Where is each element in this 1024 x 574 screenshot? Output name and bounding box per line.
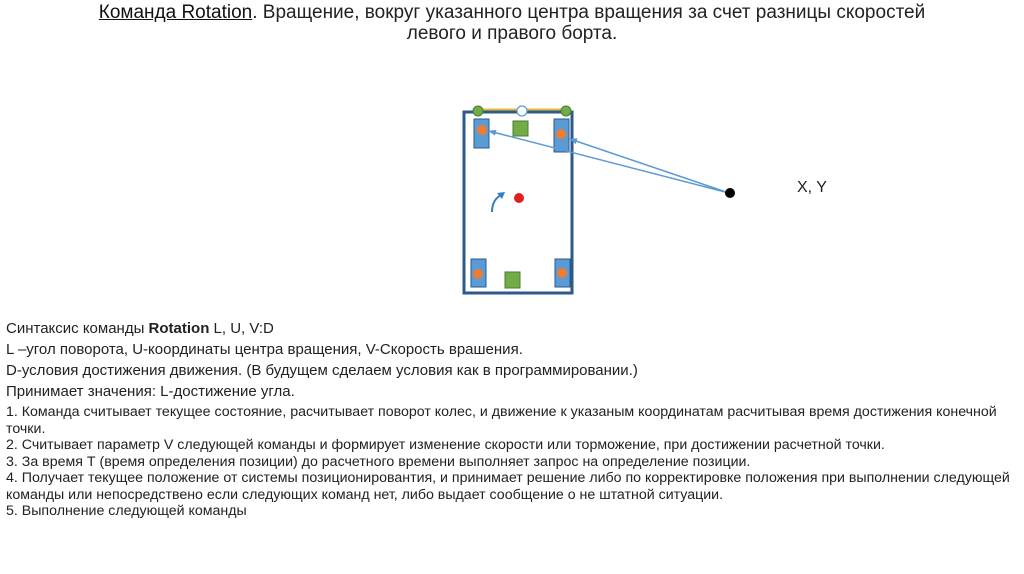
rear-sensor: [505, 272, 520, 288]
step-item: 1. Команда считывает текущее состояние, расчитывает поворот колес, и движение к указаным координатам расчитывая время достижения конечной точки.: [6, 404, 997, 437]
syntax-line-4: Принимает значения: L-достижение угла.: [6, 383, 295, 400]
syntax-params: L, U, V:D: [209, 320, 274, 337]
syntax-prefix: Синтаксис команды: [6, 320, 149, 337]
step-item: 4. Получает текущее положение от системы позиционировантия, и принимает решение либо по корректировке положения при выполнении следующей команды или непосредствено если следующих команд нет, либо выдает сообщение о не штатной ситуации.: [6, 470, 1010, 503]
title-line2: левого и правого борта.: [406, 23, 618, 44]
front-sensor: [513, 121, 528, 136]
left-joint: [473, 106, 483, 116]
syntax-line-2: L –угол поворота, U-координаты центра вращения, V-Скорость врашения.: [6, 341, 523, 358]
pointer-line-left: [489, 131, 729, 193]
syntax-line-3: D-условия достижения движения. (В будущем сделаем условия как в программировании.): [6, 362, 638, 379]
title-description: . Вращение, вокруг указанного центра вращения за счет разницы скоростей: [252, 2, 926, 23]
front-left-hub: [477, 125, 487, 135]
rear-right-hub: [557, 268, 567, 278]
step-item: 2. Считывает параметр V следующей команды и формирует изменение скорости или торможение, при достижении расчетной точки.: [6, 437, 885, 453]
target-label: X, Y: [797, 179, 827, 196]
center-joint: [517, 106, 527, 116]
step-item: 3. За время Т (время определения позиции) до расчетного времени выполняет запрос на определение позиции.: [6, 453, 751, 470]
right-joint: [561, 106, 571, 116]
pointer-line-right: [570, 139, 729, 193]
rear-left-hub: [473, 269, 483, 279]
rotation-center: [514, 193, 524, 203]
target-point: [725, 188, 735, 198]
syntax-block: [6, 318, 1016, 402]
steps-list: [6, 404, 1016, 520]
front-right-hub: [556, 129, 566, 139]
step-item: 5. Выполнение следующей команды: [6, 503, 247, 519]
syntax-command: Rotation: [148, 320, 210, 337]
syntax-line-1: [6, 318, 1016, 339]
title-command: Команда Rotation: [98, 2, 253, 23]
